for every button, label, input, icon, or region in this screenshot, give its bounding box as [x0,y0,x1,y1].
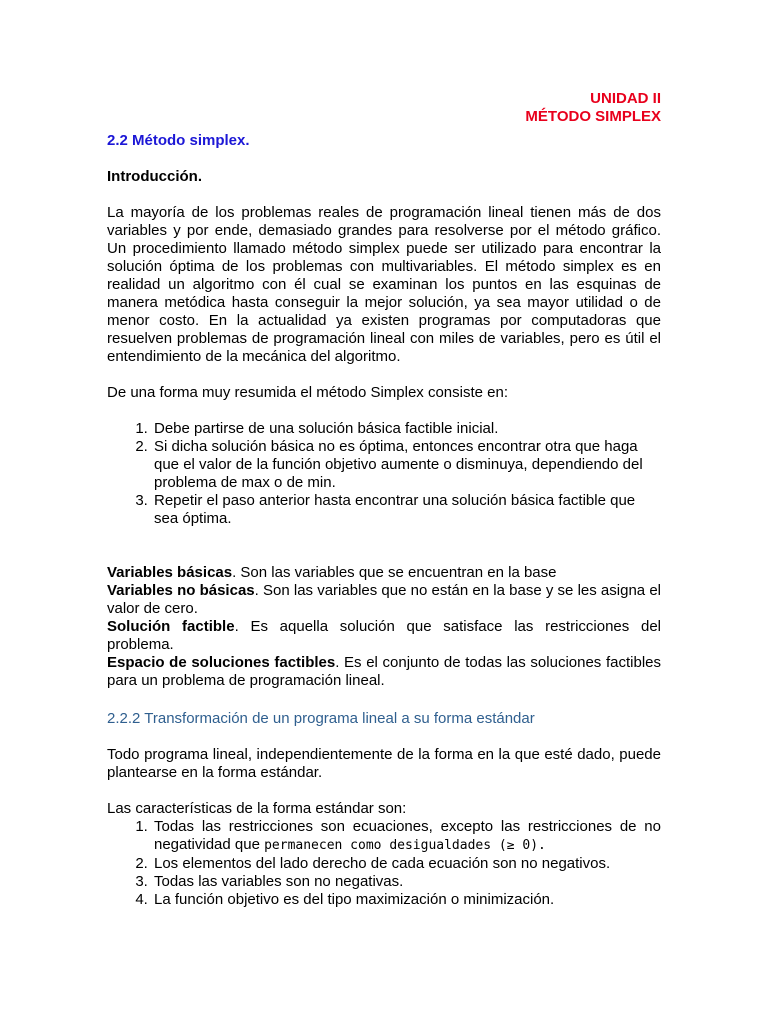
section-title: 2.2 Método simplex. [107,132,250,149]
characteristics-intro: Las características de la forma estándar son: [107,800,407,817]
list-item [152,818,661,855]
definition-text: . Son las variables que no están en la base y se les asigna el valor de cero. [107,582,661,617]
characteristic-text: Todas las restricciones son ecuaciones, excepto las restricciones de no negatividad que [154,818,661,853]
list-item: 3. Todas las variables son no negativas. [152,873,661,891]
steps-list [107,420,661,528]
intro-heading: Introducción. [107,168,202,185]
definition-item [107,564,661,582]
list-item: 1. Debe partirse de una solución básica factible inicial. [152,420,661,438]
intro-paragraph: La mayoría de los problemas reales de programación lineal tienen más de dos variables y por ende, demasiado grandes para resolverse por el método gráfico. Un procedimiento llamado método simplex puede ser utilizado para encontrar la solución óptima de los problemas con multivariables. El método simplex es en realidad un algoritmo con él cual se examinan los puntos en las esquinas de manera metódica hasta conseguir la mejor solución, ya sea mayor utilidad o de menor costo. En la actualidad ya existen programas por computadoras que resuelven problemas de programación lineal con miles de variables, pero es útil el entendimiento de la mecánica del algoritmo. [107,204,661,365]
list-item: 4. La función objetivo es del tipo maximización o minimización. [152,891,661,909]
definition-item [107,582,661,618]
list-item: 2. Los elementos del lado derecho de cada ecuación son no negativos. [152,855,661,873]
unit-label: UNIDAD II [590,90,661,107]
definition-text: . Es aquella solución que satisface las restricciones del problema. [107,618,662,653]
definitions [107,564,661,690]
summary-intro: De una forma muy resumida el método Simplex consiste en: [107,384,509,401]
definition-term: Solución factible [107,618,235,635]
unit-header [107,90,661,126]
characteristics-list [107,818,661,909]
definition-item [107,654,661,690]
definition-term: Variables básicas [107,564,233,581]
definition-term: Espacio de soluciones factibles [107,654,336,671]
list-item: 3. Repetir el paso anterior hasta encontrar una solución básica factible que sea óptima. [152,492,661,528]
definition-text: . Es el conjunto de todas las soluciones factibles para un problema de programación lineal. [107,654,661,689]
list-item: 2. Si dicha solución básica no es óptima, entonces encontrar otra que haga que el valor de la función objetivo aumente o disminuya, dependiendo del problema de max o de min. [152,438,661,492]
subsection-title: 2.2.2 Transformación de un programa lineal a su forma estándar [107,710,535,727]
definition-text: . Son las variables que se encuentran en la base [232,564,557,581]
unit-title: MÉTODO SIMPLEX [525,108,661,125]
standard-paragraph: Todo programa lineal, independientemente de la forma en la que esté dado, puede plantearse en la forma estándar. [107,746,661,781]
definition-term: Variables no básicas [107,582,255,599]
document-page [107,90,661,909]
characteristic-mono-text: permanecen como desigualdades (≥ 0). [264,838,546,853]
definition-item [107,618,661,654]
